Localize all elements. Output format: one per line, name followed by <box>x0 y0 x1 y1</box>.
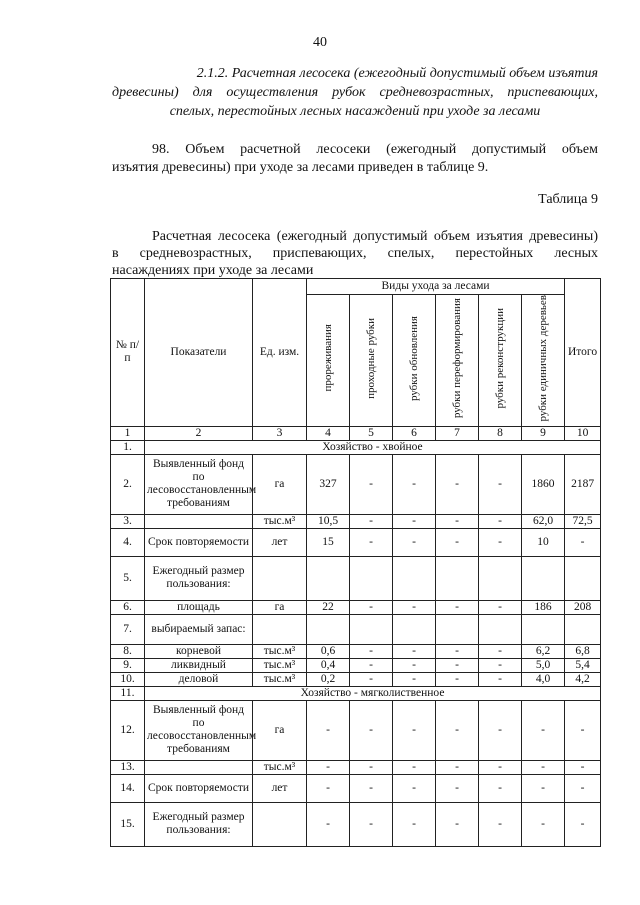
row-value: - <box>393 802 436 846</box>
row-value <box>436 614 479 644</box>
column-number-row <box>111 426 601 440</box>
caption-line-3: насаждениях при уходе за лесами <box>112 263 314 278</box>
row-value: - <box>393 760 436 774</box>
row-value <box>565 556 601 600</box>
row-value: - <box>436 802 479 846</box>
page-number: 40 <box>313 35 327 50</box>
row-value: - <box>393 514 436 528</box>
row-number: 11. <box>111 686 145 700</box>
row-value: - <box>350 802 393 846</box>
row-value: - <box>350 514 393 528</box>
row-value: - <box>436 658 479 672</box>
row-unit: лет <box>253 774 307 802</box>
row-indicator <box>145 514 253 528</box>
row-value: 5,4 <box>565 658 601 672</box>
row-value: - <box>307 700 350 760</box>
header-unit: Ед. изм. <box>253 279 307 427</box>
row-value: - <box>350 644 393 658</box>
table-row <box>111 774 601 802</box>
row-unit <box>253 614 307 644</box>
row-value <box>307 614 350 644</box>
header-num: № п/п <box>111 279 145 427</box>
section-heading-line-2: древесины) для осуществления рубок средневозрастных, приспевающих, <box>112 85 598 100</box>
row-value: - <box>479 802 522 846</box>
header-care-types: Виды ухода за лесами <box>307 279 565 295</box>
col-number: 4 <box>307 426 350 440</box>
row-unit: тыс.м³ <box>253 644 307 658</box>
row-number: 6. <box>111 600 145 614</box>
row-value: - <box>350 600 393 614</box>
row-value: - <box>565 760 601 774</box>
row-indicator <box>145 760 253 774</box>
row-value: 6,2 <box>522 644 565 658</box>
row-indicator: Выявленный фонд по лесовосстановленным требованиям <box>145 700 253 760</box>
row-value: - <box>479 600 522 614</box>
col-number: 10 <box>565 426 601 440</box>
table-row <box>111 614 601 644</box>
row-indicator: Срок повторяемости <box>145 774 253 802</box>
table-section-row <box>111 686 601 700</box>
row-value: 15 <box>307 528 350 556</box>
row-value: - <box>307 774 350 802</box>
row-number: 2. <box>111 454 145 514</box>
row-value: - <box>522 774 565 802</box>
row-value: - <box>522 802 565 846</box>
row-value: - <box>436 774 479 802</box>
table-row <box>111 514 601 528</box>
row-value <box>307 556 350 600</box>
row-value: 327 <box>307 454 350 514</box>
table-row <box>111 600 601 614</box>
row-indicator: Выявленный фонд по лесовосстановленным требованиям <box>145 454 253 514</box>
row-unit: га <box>253 454 307 514</box>
row-value: 0,6 <box>307 644 350 658</box>
row-number: 15. <box>111 802 145 846</box>
row-value: - <box>479 774 522 802</box>
section-heading-line-1: 2.1.2. Расчетная лесосека (ежегодный допустимый объем изъятия <box>196 66 598 81</box>
row-value <box>436 556 479 600</box>
row-indicator: площадь <box>145 600 253 614</box>
header-single-trees: рубки единичных деревьев <box>522 295 565 427</box>
table-row <box>111 802 601 846</box>
row-value: 0,4 <box>307 658 350 672</box>
row-value: - <box>479 700 522 760</box>
row-number: 9. <box>111 658 145 672</box>
row-indicator: ликвидный <box>145 658 253 672</box>
row-indicator: деловой <box>145 672 253 686</box>
row-number: 4. <box>111 528 145 556</box>
row-unit: тыс.м³ <box>253 760 307 774</box>
row-value: - <box>565 528 601 556</box>
col-number: 8 <box>479 426 522 440</box>
row-number: 12. <box>111 700 145 760</box>
row-value: - <box>436 514 479 528</box>
row-value: - <box>350 658 393 672</box>
row-value: - <box>479 644 522 658</box>
row-value: - <box>393 454 436 514</box>
caption-line-2: в средневозрастных, приспевающих, спелых, перестойных лесных <box>112 246 598 261</box>
caption-line-1: Расчетная лесосека (ежегодный допустимый объем изъятия древесины) <box>152 229 598 244</box>
col-number: 5 <box>350 426 393 440</box>
row-value: 1860 <box>522 454 565 514</box>
row-value <box>393 614 436 644</box>
row-value: - <box>350 454 393 514</box>
row-value: - <box>393 672 436 686</box>
row-value: - <box>393 600 436 614</box>
col-number: 7 <box>436 426 479 440</box>
row-number: 3. <box>111 514 145 528</box>
header-thinning: прореживания <box>307 295 350 427</box>
row-value: - <box>350 760 393 774</box>
row-number: 5. <box>111 556 145 600</box>
table-caption <box>112 228 598 279</box>
header-reformation: рубки переформирования <box>436 295 479 427</box>
row-value: - <box>565 774 601 802</box>
row-value: - <box>436 760 479 774</box>
row-value: - <box>479 528 522 556</box>
table-section-row <box>111 440 601 454</box>
header-total: Итого <box>565 279 601 427</box>
section-heading <box>112 64 598 121</box>
header-renewal: рубки обновления <box>393 295 436 427</box>
col-number: 9 <box>522 426 565 440</box>
row-number: 14. <box>111 774 145 802</box>
table-label: Таблица 9 <box>538 192 598 207</box>
row-value: - <box>436 672 479 686</box>
row-value <box>565 614 601 644</box>
row-value: - <box>436 600 479 614</box>
row-value: - <box>479 514 522 528</box>
row-value: - <box>393 644 436 658</box>
row-value: - <box>522 760 565 774</box>
header-reconstruction: рубки реконструкции <box>479 295 522 427</box>
row-value: - <box>393 700 436 760</box>
row-value: 186 <box>522 600 565 614</box>
header-passing: проходные рубки <box>350 295 393 427</box>
row-value: 72,5 <box>565 514 601 528</box>
table-row <box>111 658 601 672</box>
row-value: 5,0 <box>522 658 565 672</box>
row-indicator: выбираемый запас: <box>145 614 253 644</box>
row-indicator: Ежегодный размер пользования: <box>145 556 253 600</box>
row-value <box>522 556 565 600</box>
row-value: 208 <box>565 600 601 614</box>
cutting-area-table <box>110 278 601 847</box>
paragraph-line-2: изъятия древесины) при уходе за лесами приведен в таблице 9. <box>112 160 489 175</box>
row-unit: га <box>253 700 307 760</box>
row-unit: га <box>253 600 307 614</box>
header-indicators: Показатели <box>145 279 253 427</box>
row-value: - <box>479 672 522 686</box>
row-value: - <box>479 760 522 774</box>
section-heading-line-3: спелых, перестойных лесных насаждений при уходе за лесами <box>169 104 541 119</box>
row-number: 10. <box>111 672 145 686</box>
table-row <box>111 672 601 686</box>
row-value: - <box>350 774 393 802</box>
paragraph-98 <box>112 141 598 177</box>
col-number: 2 <box>145 426 253 440</box>
row-indicator: Срок повторяемости <box>145 528 253 556</box>
row-value: 22 <box>307 600 350 614</box>
row-value: 62,0 <box>522 514 565 528</box>
row-indicator: Ежегодный размер пользования: <box>145 802 253 846</box>
row-value: - <box>436 644 479 658</box>
row-value: 0,2 <box>307 672 350 686</box>
row-number: 1. <box>111 440 145 454</box>
row-value: - <box>565 700 601 760</box>
row-value: - <box>393 774 436 802</box>
row-value <box>479 614 522 644</box>
row-value: - <box>350 700 393 760</box>
row-value <box>522 614 565 644</box>
table-row <box>111 644 601 658</box>
table-row <box>111 454 601 514</box>
row-indicator: корневой <box>145 644 253 658</box>
row-value <box>350 614 393 644</box>
row-number: 13. <box>111 760 145 774</box>
section-label: Хозяйство - мягколиственное <box>145 686 601 700</box>
row-value: 10,5 <box>307 514 350 528</box>
row-value <box>479 556 522 600</box>
row-value: 2187 <box>565 454 601 514</box>
table-row <box>111 700 601 760</box>
row-value: - <box>436 454 479 514</box>
row-value <box>393 556 436 600</box>
row-unit: лет <box>253 528 307 556</box>
paragraph-line-1: 98. Объем расчетной лесосеки (ежегодный допустимый объем <box>152 142 598 157</box>
section-label: Хозяйство - хвойное <box>145 440 601 454</box>
table-row <box>111 760 601 774</box>
row-value: - <box>565 802 601 846</box>
col-number: 3 <box>253 426 307 440</box>
row-value: - <box>393 528 436 556</box>
row-unit <box>253 556 307 600</box>
row-value: - <box>307 802 350 846</box>
row-value: - <box>436 528 479 556</box>
row-unit <box>253 802 307 846</box>
row-unit: тыс.м³ <box>253 672 307 686</box>
row-value: - <box>436 700 479 760</box>
row-value: - <box>522 700 565 760</box>
row-value: 4,0 <box>522 672 565 686</box>
row-unit: тыс.м³ <box>253 658 307 672</box>
row-number: 7. <box>111 614 145 644</box>
row-value: - <box>307 760 350 774</box>
row-value: - <box>350 528 393 556</box>
table-row <box>111 528 601 556</box>
row-value: - <box>350 672 393 686</box>
row-value <box>350 556 393 600</box>
row-value: - <box>479 454 522 514</box>
table-row <box>111 556 601 600</box>
row-unit: тыс.м³ <box>253 514 307 528</box>
row-value: - <box>479 658 522 672</box>
row-value: - <box>393 658 436 672</box>
row-number: 8. <box>111 644 145 658</box>
col-number: 6 <box>393 426 436 440</box>
row-value: 4,2 <box>565 672 601 686</box>
row-value: 10 <box>522 528 565 556</box>
col-number: 1 <box>111 426 145 440</box>
row-value: 6,8 <box>565 644 601 658</box>
